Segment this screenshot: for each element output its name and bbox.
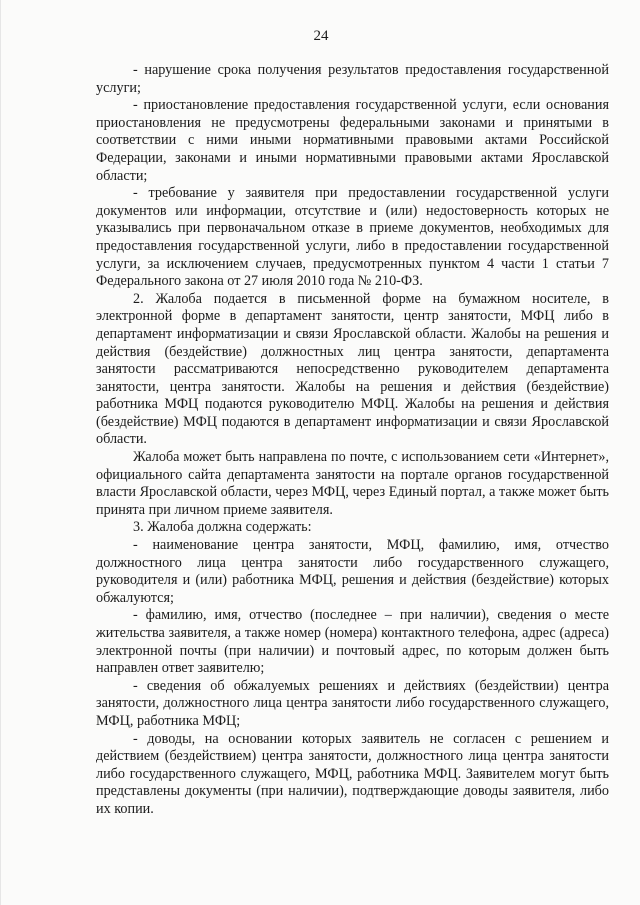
paragraph-violation-deadline: - нарушение срока получения результатов предоставления государственной услуги; bbox=[96, 62, 609, 96]
paragraph-contents-applicant: - фамилию, имя, отчество (последнее – при наличии), сведения о месте жительства заявителя, а также номер (номера) контактного телефона, адрес (адреса) электронной почты (при наличии) и почтовый адрес, по которым должен быть направлен ответ заявителю; bbox=[96, 607, 609, 677]
paragraph-contents-arguments: - доводы, на основании которых заявитель не согласен с решением и действием (бездействием) центра занятости, должностного лица центра занятости либо государственного служащего, МФЦ, работника МФЦ. Заявителем могут быть представлены документы (при наличии), подтверждающие доводы заявителя, либо их копии. bbox=[96, 730, 609, 817]
document-body bbox=[96, 62, 609, 819]
paragraph-document-requirement: - требование у заявителя при предоставлении государственной услуги документов или информации, отсутствие и (или) недостоверность которых не указывались при первоначальном отказе в приеме документов, необходимых для предоставления государственной услуги, либо в предоставлении государственной услуги, за исключением случаев, предусмотренных пунктом 4 части 1 статьи 7 Федерального закона от 27 июля 2010 года № 210-ФЗ. bbox=[96, 185, 609, 290]
paragraph-contents-decisions: - сведения об обжалуемых решениях и действиях (бездействии) центра занятости, должностного лица центра занятости либо государственного служащего, МФЦ, работника МФЦ; bbox=[96, 677, 609, 729]
paragraph-complaint-channels: Жалоба может быть направлена по почте, с использованием сети «Интернет», официального сайта департамента занятости на портале органов государственной власти Ярославской области, через МФЦ, через Единый портал, а также может быть принята при личном приеме заявителя. bbox=[96, 449, 609, 518]
page-number: 24 bbox=[313, 28, 329, 44]
paragraph-contents-organization: - наименование центра занятости, МФЦ, фамилию, имя, отчество должностного лица центра занятости либо государственного служащего, руководителя и (или) работника МФЦ, решения и действия (бездействие) которых обжалуются; bbox=[96, 537, 609, 606]
paragraph-complaint-submission: 2. Жалоба подается в письменной форме на бумажном носителе, в электронной форме в департамент занятости, центр занятости, МФЦ либо в департамент информатизации и связи Ярославской области. Жалобы на решения и действия (бездействие) должностных лиц центра занятости, департамента занятости рассматриваются непосредственно руководителем департамента занятости, центра занятости. Жалобы на решения и действия (бездействие) работника МФЦ подаются руководителю МФЦ. Жалобы на решения и действия (бездействие) МФЦ подаются в департамент информатизации и связи Ярославской области. bbox=[96, 290, 609, 448]
paragraph-complaint-contents-heading: 3. Жалоба должна содержать: bbox=[133, 519, 312, 536]
paragraph-suspension: - приостановление предоставления государственной услуги, если основания приостановления не предусмотрены федеральными законами и принятыми в соответствии с ними иными нормативными правовыми актами Российской Федерации, законами и иными нормативными правовыми актами Ярославской области; bbox=[96, 97, 609, 184]
